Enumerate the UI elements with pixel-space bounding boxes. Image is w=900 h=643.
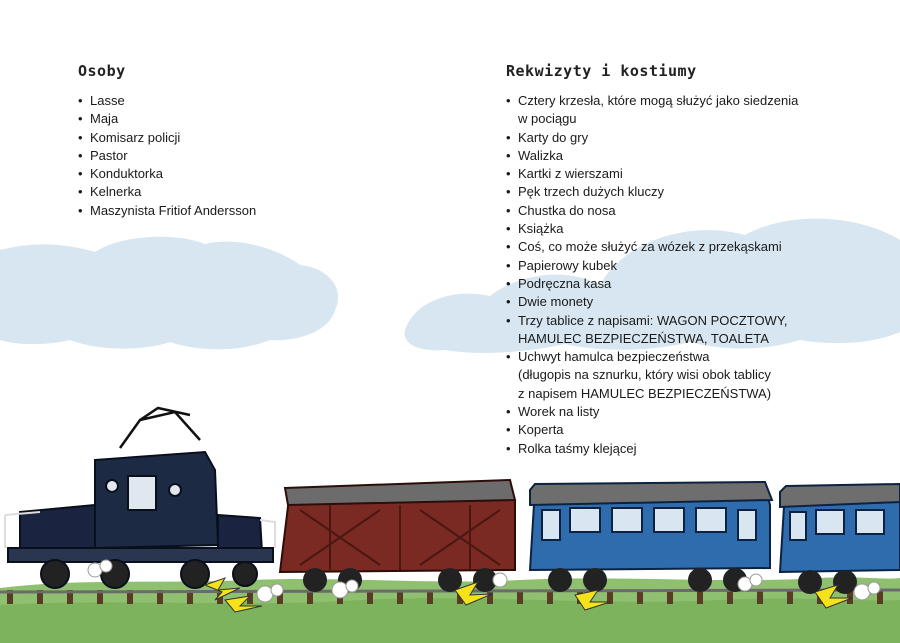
freight-car <box>280 480 515 592</box>
list-item: • Karty do gry <box>506 129 886 147</box>
list-item: • Papierowy kubek <box>506 257 886 275</box>
list-item: • Lasse <box>78 92 438 110</box>
list-item: • Komisarz policji <box>78 129 438 147</box>
list-item: • Chustka do nosa <box>506 202 886 220</box>
list-item: • Uchwyt hamulca bezpieczeństwa (długopis na sznurku, który wisi obok tablicy z napisem HAMULEC BEZPIECZEŃSTWA) <box>506 348 886 403</box>
list-item: • Dwie monety <box>506 293 886 311</box>
list-item: • Książka <box>506 220 886 238</box>
list-item: • Cztery krzesła, które mogą służyć jako siedzenia w pociągu <box>506 92 886 129</box>
cloud-left <box>0 237 338 350</box>
list-item: • Pęk trzech dużych kluczy <box>506 183 886 201</box>
passenger-car-1 <box>530 482 772 592</box>
cast-list <box>78 92 438 220</box>
list-item: • Maja <box>78 110 438 128</box>
list-item: • Maszynista Fritiof Andersson <box>78 202 438 220</box>
list-item: • Kartki z wierszami <box>506 165 886 183</box>
props-heading: Rekwizyty i kostiumy <box>506 62 697 80</box>
props-section <box>506 62 886 458</box>
list-item: • Coś, co może służyć za wózek z przekąskami <box>506 238 886 256</box>
list-item: • Podręczna kasa <box>506 275 886 293</box>
list-item: • Koperta <box>506 421 886 439</box>
locomotive <box>5 408 275 588</box>
list-item: • Walizka <box>506 147 886 165</box>
props-list <box>506 92 886 458</box>
list-item: • Kelnerka <box>78 183 438 201</box>
list-item: • Pastor <box>78 147 438 165</box>
list-item: • Worek na listy <box>506 403 886 421</box>
passenger-car-2 <box>780 484 900 594</box>
cast-heading: Osoby <box>78 62 126 80</box>
list-item: • Rolka taśmy klejącej <box>506 440 886 458</box>
cast-section <box>78 62 438 220</box>
list-item: • Konduktorka <box>78 165 438 183</box>
list-item: • Trzy tablice z napisami: WAGON POCZTOWY, HAMULEC BEZPIECZEŃSTWA, TOALETA <box>506 312 886 349</box>
